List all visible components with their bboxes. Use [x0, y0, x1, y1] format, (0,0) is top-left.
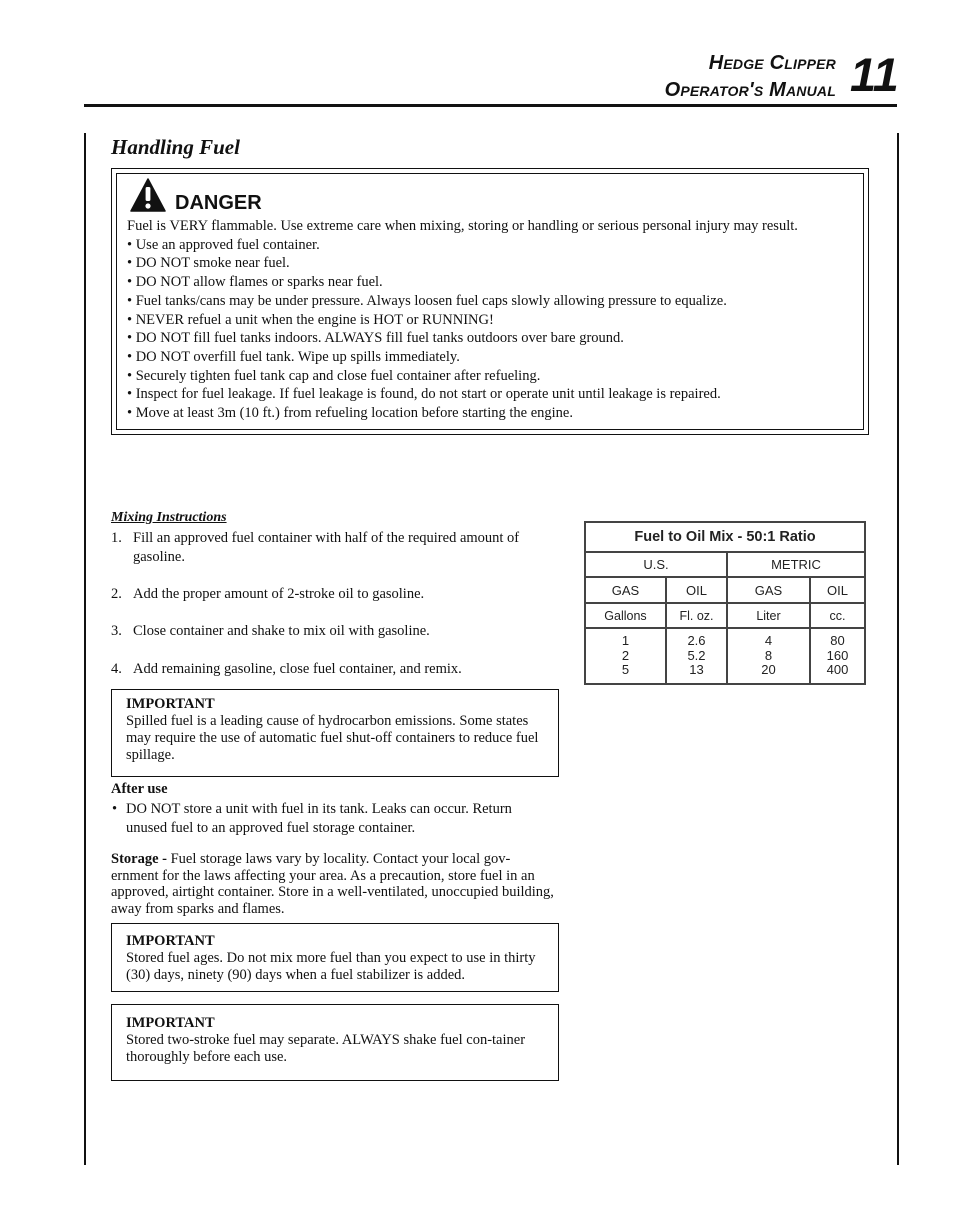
- danger-item: • Inspect for fuel leakage. If fuel leakage is found, do not start or operate unit until leakage is repaired.: [127, 386, 721, 403]
- step-text: Add remaining gasoline, close fuel container, and remix.: [133, 661, 462, 677]
- step-number: 3.: [111, 623, 122, 639]
- bullet: •: [112, 801, 118, 817]
- table-value: 13: [689, 662, 704, 678]
- important-notice-spilled-fuel: [111, 689, 559, 777]
- danger-item: • Use an approved fuel container.: [127, 236, 320, 253]
- table-value: 20: [761, 662, 776, 678]
- storage-text: Fuel storage laws vary by locality. Contact your local gov-ernment for the laws affecting your area. As a precaution, store fuel in an approved, airtight container. Store in a well-ventilated, unoccupied building, away from sparks and flames.: [111, 851, 554, 917]
- danger-item: • Fuel tanks/cans may be under pressure. Always loosen fuel caps slowly allowing pressure to equalize.: [127, 292, 727, 309]
- fuel-oil-mix-table: [584, 521, 866, 685]
- danger-box-inner: [116, 173, 864, 430]
- danger-item: • DO NOT smoke near fuel.: [127, 255, 290, 272]
- storage-paragraph: [111, 851, 556, 917]
- table-unit: Gallons: [585, 603, 666, 628]
- right-margin-rule: [897, 133, 899, 1165]
- important-text: Stored two-stroke fuel may separate. ALWAYS shake fuel con-tainer thoroughly before each use.: [126, 1032, 526, 1065]
- table-cell-cc: [810, 628, 865, 684]
- page-number: 11: [850, 48, 899, 101]
- important-title: IMPORTANT: [126, 1015, 215, 1031]
- danger-item: • DO NOT fill fuel tanks indoors. ALWAYS fill fuel tanks outdoors over bare ground.: [127, 330, 624, 347]
- important-notice-fuel-separates: [111, 1004, 559, 1081]
- table-group-us: U.S.: [585, 552, 727, 577]
- step-text: Close container and shake to mix oil with gasoline.: [133, 623, 430, 639]
- danger-box: [111, 168, 869, 435]
- manual-title-line1: Hedge Clipper: [708, 52, 836, 74]
- table-value: 80: [830, 633, 845, 649]
- table-title: Fuel to Oil Mix - 50:1 Ratio: [585, 522, 865, 552]
- table-header: GAS: [585, 577, 666, 603]
- important-text: Stored fuel ages. Do not mix more fuel than you expect to use in thirty (30) days, ninety (90) days when a fuel stabilizer is added.: [126, 950, 536, 983]
- table-unit: Fl. oz.: [666, 603, 727, 628]
- table-group-metric: METRIC: [727, 552, 865, 577]
- important-text: Spilled fuel is a leading cause of hydrocarbon emissions. Some states may require the use of automatic fuel shut-off containers to reduce fuel spillage.: [126, 713, 539, 763]
- left-margin-rule: [84, 133, 86, 1165]
- table-header: OIL: [810, 577, 865, 603]
- danger-item: • Securely tighten fuel tank cap and close fuel container after refueling.: [127, 367, 541, 384]
- table-value: 5.2: [687, 647, 706, 663]
- mixing-instructions-heading: Mixing Instructions: [111, 510, 227, 525]
- table-cell-fl-oz: [666, 628, 727, 684]
- table-value: 4: [764, 633, 773, 649]
- important-notice-fuel-ages: [111, 923, 559, 992]
- table-cell-liter: [727, 628, 810, 684]
- table-cell-gallons: [585, 628, 666, 684]
- step-number: 2.: [111, 586, 122, 602]
- manual-title: [665, 50, 836, 104]
- step-text: Fill an approved fuel container with half of the required amount of gasoline.: [133, 530, 520, 565]
- table-value: 8: [764, 647, 773, 663]
- danger-label: DANGER: [175, 192, 262, 214]
- manual-title-line2: Operator's Manual: [664, 79, 836, 101]
- table-value: 2.6: [687, 633, 706, 649]
- table-header: GAS: [727, 577, 810, 603]
- storage-label: Storage -: [111, 851, 167, 867]
- danger-intro: Fuel is VERY flammable. Use extreme care when mixing, storing or handling or serious personal injury may result.: [127, 218, 798, 234]
- danger-item: • Move at least 3m (10 ft.) from refueling location before starting the engine.: [127, 405, 573, 422]
- step-number: 1.: [111, 530, 122, 546]
- step-number: 4.: [111, 661, 122, 677]
- danger-item: • DO NOT allow flames or sparks near fuel.: [127, 274, 383, 291]
- after-use-heading: After use: [111, 781, 168, 797]
- step-text: Add the proper amount of 2-stroke oil to gasoline.: [133, 586, 425, 602]
- section-title: Handling Fuel: [111, 135, 240, 159]
- warning-triangle-icon: [130, 178, 166, 212]
- table-unit: cc.: [810, 603, 865, 628]
- table-value: 400: [826, 662, 849, 678]
- danger-item: • NEVER refuel a unit when the engine is HOT or RUNNING!: [127, 311, 494, 328]
- header-rule: [84, 104, 897, 107]
- danger-text: [127, 217, 857, 423]
- table-value: 5: [621, 662, 630, 678]
- table-value: 1: [621, 633, 630, 649]
- danger-item: • DO NOT overfill fuel tank. Wipe up spills immediately.: [127, 348, 460, 365]
- after-use-text: DO NOT store a unit with fuel in its tank. Leaks can occur. Return unused fuel to an approved fuel storage container.: [126, 801, 512, 836]
- table-header: OIL: [666, 577, 727, 603]
- important-title: IMPORTANT: [126, 696, 215, 712]
- table-unit: Liter: [727, 603, 810, 628]
- table-value: 160: [826, 647, 849, 663]
- table-value: 2: [621, 647, 630, 663]
- important-title: IMPORTANT: [126, 933, 215, 949]
